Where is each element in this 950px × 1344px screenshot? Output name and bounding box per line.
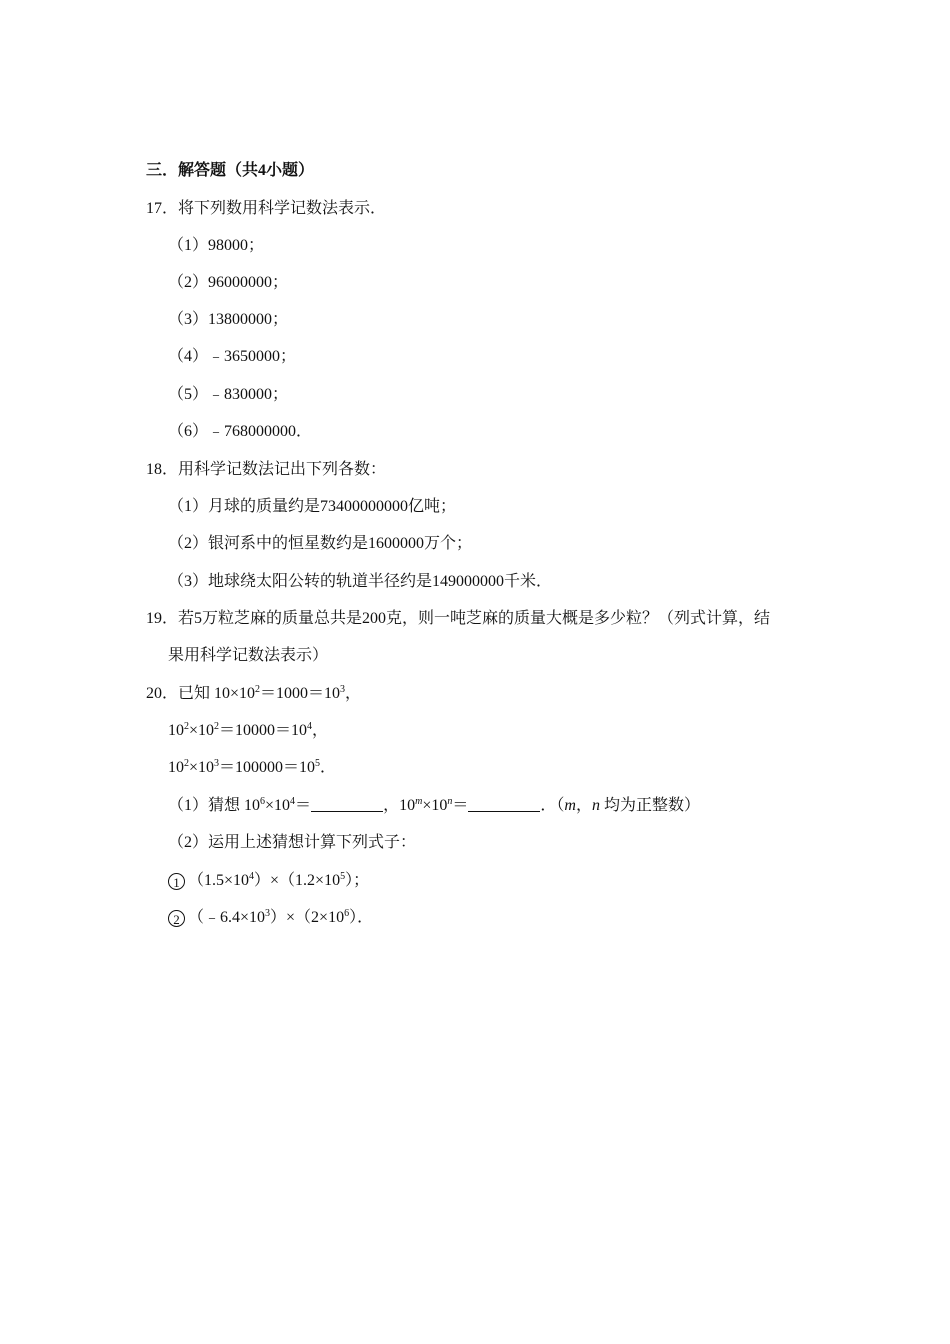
circled-number-1: 1 <box>168 873 185 890</box>
question-20-line-1: 20．已知 $10\times 10^2=1000=10^3$， <box>146 684 362 702</box>
answer-blank[interactable] <box>311 797 383 812</box>
question-17-item: （5）﹣830000； <box>168 386 289 403</box>
circled-number-2: 2 <box>168 910 185 927</box>
question-18-item: （2）银河系中的恒星数约是1600000万个； <box>168 535 473 552</box>
question-20-line-3: $10^2\times 10^3=100000=10^5$． <box>168 758 337 776</box>
section-title: 三．解答题（共4小题） <box>146 162 315 179</box>
question-17-item: （1）98000； <box>168 237 265 254</box>
question-20-part-1: （1）猜想 $10^6\times 10^4=$ ，$10^m\times 10^n=$ ．（m，n 均为正整数） <box>168 796 700 814</box>
question-18-item: （3）地球绕太阳公转的轨道半径约是149000000千米． <box>168 573 553 590</box>
answer-blank[interactable] <box>468 797 540 812</box>
question-17-stem: 17．将下列数用科学记数法表示． <box>146 200 387 217</box>
question-18-stem: 18．用科学记数法记出下列各数： <box>146 461 387 478</box>
question-18-item: （1）月球的质量约是73400000000亿吨； <box>168 498 457 515</box>
question-20-part-2: （2）运用上述猜想计算下列式子： <box>168 834 417 851</box>
question-20-sub-2: 2 $(﹣6.4\times 10^3)\times(2\times 10^6)$． <box>168 908 373 928</box>
question-20-line-2: $10^2\times 10^2=10000=10^4$， <box>168 721 329 739</box>
question-19-line-2: 果用科学记数法表示） <box>168 647 329 664</box>
question-17-item: （6）﹣768000000． <box>168 423 313 440</box>
question-20-sub-1: 1 $(1.5\times 10^4)\times(1.2\times 10^5)$； <box>168 871 369 891</box>
question-17-item: （4）﹣3650000； <box>168 348 297 365</box>
question-19-line-1: 19．若5万粒芝麻的质量总共是200克，则一吨芝麻的质量大概是多少粒？（列式计算，结 <box>146 610 771 627</box>
question-17-item: （3）13800000； <box>168 311 289 328</box>
question-17-item: （2）96000000； <box>168 274 289 291</box>
